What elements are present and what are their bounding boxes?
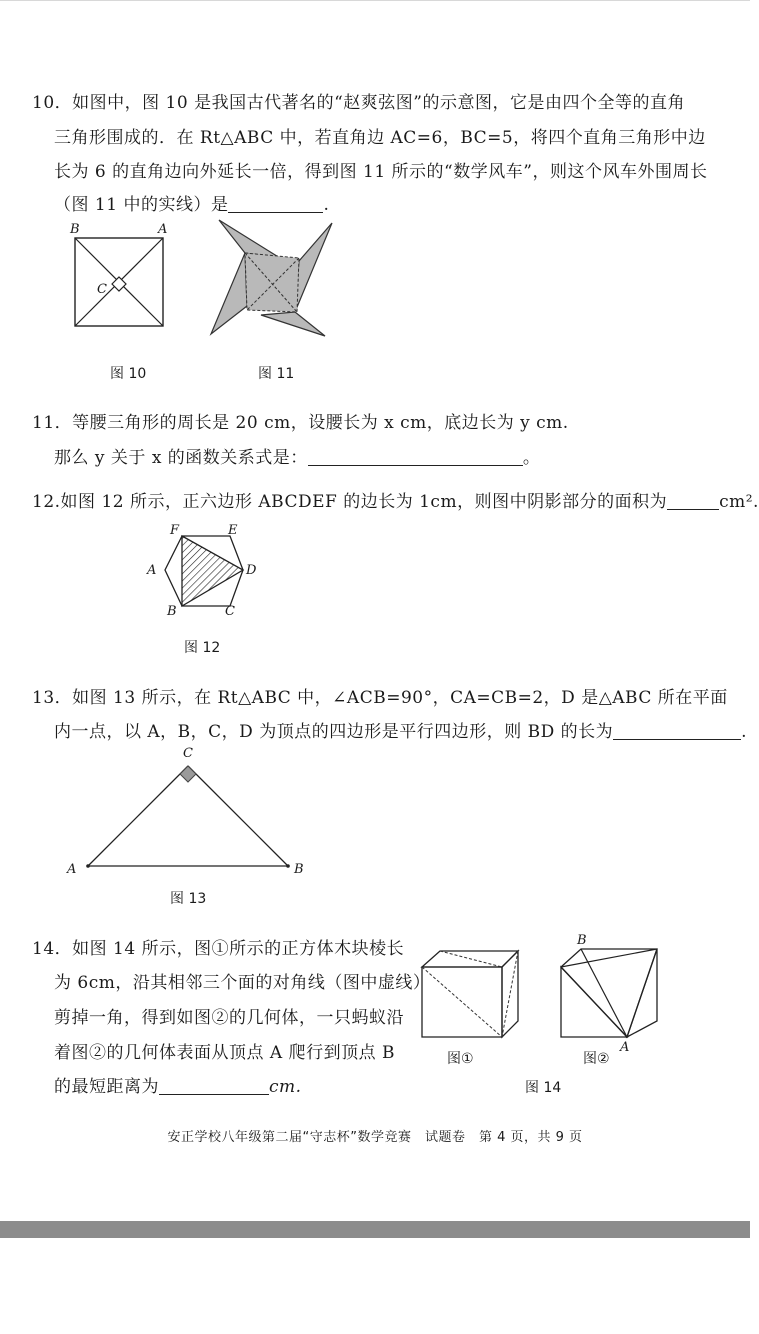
fig10-label-C: C [97, 282, 107, 297]
q13-line-2 [54, 717, 747, 742]
q14-line-5 [54, 1072, 302, 1097]
q14-answer-blank[interactable] [159, 1076, 269, 1095]
top-border [0, 0, 750, 1]
fig11-blade-4 [211, 253, 247, 334]
fig12-label-A: A [147, 563, 157, 578]
q14-line-5-end: cm. [269, 1077, 302, 1097]
figure-14-cut-solid [555, 943, 670, 1043]
figure-14-cube [414, 943, 524, 1043]
q10-line-4-text: （图 11 中的实线）是 [54, 195, 229, 215]
q10-line-2: 三角形围成的．在 Rt△ABC 中，若直角边 AC=6，BC=5，将四个直角三角形中边 [54, 128, 706, 148]
fig13-label-B: B [294, 862, 304, 877]
fig13-label-C: C [183, 746, 193, 761]
q11-line-2 [54, 443, 540, 468]
fig12-label-E: E [228, 523, 238, 538]
q12-line-1 [32, 487, 759, 512]
figure-11 [205, 218, 340, 348]
fig11-blade-3 [261, 312, 325, 336]
page-footer: 安正学校八年级第二届“守志杯”数学竞赛 试题卷 第 4 页，共 9 页 [167, 1130, 583, 1145]
q13-answer-blank[interactable] [613, 721, 741, 740]
q13-line-2-text: 内一点，以 A，B，C，D 为顶点的四边形是平行四边形，则 BD 的长为 [54, 722, 614, 742]
fig11-blade-2 [295, 223, 332, 312]
q13-line-2-end: . [741, 722, 748, 742]
fig13-right-angle-mark [180, 766, 196, 782]
fig10-caption: 图 10 [110, 366, 147, 382]
fig10-label-B: B [70, 222, 80, 237]
fig14-label-A: A [620, 1040, 630, 1055]
fig13-side-cb [188, 766, 288, 866]
q10-line-1: 10．如图中，图 10 是我国古代著名的“赵爽弦图”的示意图，它是由四个全等的直角 [32, 93, 685, 113]
fig13-caption: 图 13 [170, 891, 207, 907]
q14-line-1: 14．如图 14 所示，图①所示的正方体木块棱长 [32, 939, 405, 959]
fig13-side-ac [88, 766, 188, 866]
q10-answer-blank[interactable] [228, 194, 323, 213]
fig13-label-A: A [67, 862, 77, 877]
q12-line-1-text: 12.如图 12 所示，正六边形 ABCDEF 的边长为 1cm，则图中阴影部分的面积为 [32, 492, 668, 512]
fig12-label-C: C [225, 604, 235, 619]
q11-line-2-text: 那么 y 关于 x 的函数关系式是： [54, 448, 308, 468]
fig14-sub1-caption: 图① [447, 1051, 474, 1067]
fig12-label-F: F [170, 523, 180, 538]
q10-line-4-end: . [323, 195, 330, 215]
fig12-label-D: D [246, 563, 257, 578]
fig14-caption: 图 14 [525, 1080, 562, 1096]
fig10-label-A: A [158, 222, 168, 237]
bottom-grey-bar [0, 1221, 750, 1238]
figure-12 [155, 530, 255, 615]
q14-line-3: 剪掉一角，得到如图②的几何体，一只蚂蚁沿 [54, 1008, 404, 1028]
q11-line-2-end: 。 [522, 448, 541, 468]
fig12-caption: 图 12 [184, 640, 221, 656]
q14-line-2: 为 6cm，沿其相邻三个面的对角线（图中虚线） [54, 973, 431, 993]
q11-answer-blank[interactable] [308, 447, 523, 466]
fig12-label-B: B [167, 604, 177, 619]
figure-13 [80, 760, 300, 875]
fig14-sub2-caption: 图② [583, 1051, 610, 1067]
q10-line-4 [54, 190, 329, 215]
q14-line-4: 着图②的几何体表面从顶点 A 爬行到顶点 B [54, 1043, 395, 1063]
q11-line-1: 11．等腰三角形的周长是 20 cm，设腰长为 x cm，底边长为 y cm. [32, 413, 569, 433]
fig14-label-B: B [577, 933, 587, 948]
q13-line-1: 13．如图 13 所示，在 Rt△ABC 中，∠ACB=90°，CA=CB=2，D 是△ABC 所在平面 [32, 688, 728, 708]
fig11-caption: 图 11 [258, 366, 295, 382]
q10-line-3: 长为 6 的直角边向外延长一倍，得到图 11 所示的“数学风车”，则这个风车外围周长 [54, 162, 708, 182]
fig10-inner-square [112, 277, 126, 291]
q14-line-5-text: 的最短距离为 [54, 1077, 159, 1097]
q12-answer-blank[interactable] [667, 491, 719, 510]
fig11-blade-1 [219, 220, 280, 258]
q12-line-1-end: cm². [719, 492, 759, 512]
figure-10 [60, 222, 180, 337]
